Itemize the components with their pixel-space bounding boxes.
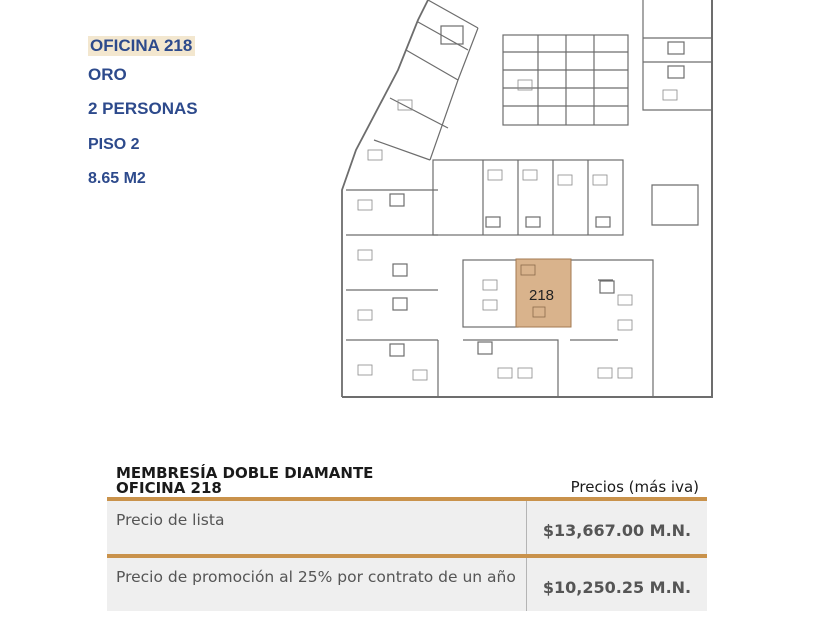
highlighted-office-label: 218: [529, 287, 555, 304]
pricing-title: [116, 466, 373, 496]
row-price: $13,667.00 M.N.: [542, 521, 692, 540]
floor-plan: [318, 0, 718, 402]
table-row: [107, 501, 707, 554]
row-price: $10,250.25 M.N.: [542, 578, 692, 597]
table-row: [107, 558, 707, 611]
office-capacity: 2 PERSONAS: [88, 99, 198, 118]
office-area: 8.65 M2: [88, 170, 146, 187]
row-description: Precio de lista: [107, 501, 527, 554]
pricing-table: [107, 466, 707, 611]
row-description: Precio de promoción al 25% por contrato de un año: [107, 558, 527, 611]
pricing-title-line1: MEMBRESÍA DOBLE DIAMANTE: [116, 464, 374, 482]
prices-column-label: Precios (más iva): [570, 478, 699, 496]
membership-level: ORO: [88, 65, 127, 84]
office-floor: PISO 2: [88, 136, 140, 153]
office-title: OFICINA 218: [88, 36, 195, 56]
pricing-title-line2: OFICINA 218: [116, 479, 222, 497]
